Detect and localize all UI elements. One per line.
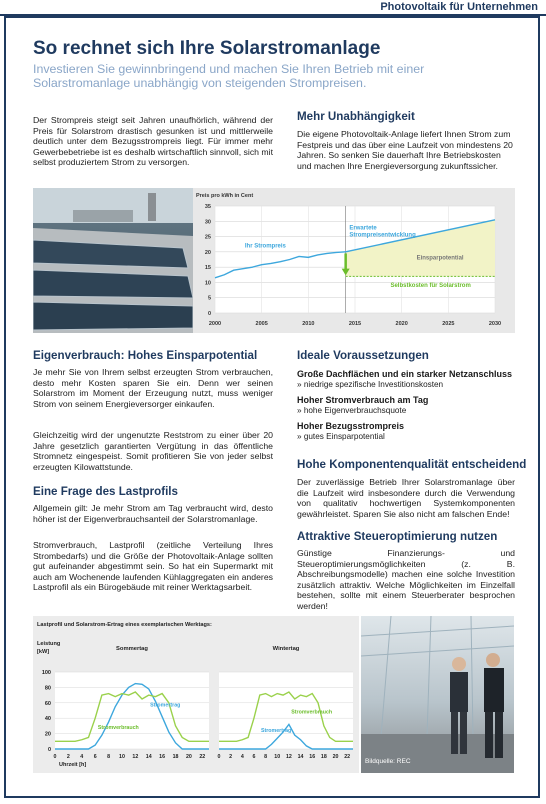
load-chart-title: Lastprofil und Solarstrom-Ertrag eines exemplarischen Werktags:	[37, 622, 212, 628]
load-xtick-label: 14	[297, 754, 304, 760]
load-xtick-label: 4	[240, 754, 244, 760]
label-consumption: Stromverbrauch	[97, 724, 139, 731]
load-xtick-label: 6	[93, 754, 97, 760]
people-graphic	[361, 616, 514, 773]
load-xtick-label: 10	[274, 754, 281, 760]
load-ytick-label: 0	[47, 747, 51, 753]
quality-heading: Hohe Komponentenqualität entscheidend	[297, 458, 527, 471]
ideal-heading: Ideale Voraussetzungen	[297, 349, 429, 362]
price-chart-xtick-label: 2015	[348, 321, 362, 327]
load-xtick-label: 2	[66, 754, 70, 760]
solar-panels-graphic	[33, 188, 193, 333]
price-chart-ytick-label: 10	[204, 280, 211, 287]
ideal-item-3-title: Hoher Bezugsstrompreis	[297, 421, 405, 431]
load-xtick-label: 6	[252, 754, 256, 760]
selfuse-heading: Eigenverbrauch: Hohes Einsparpotential	[33, 349, 258, 362]
load-ytick-label: 80	[44, 685, 51, 692]
price-chart-ylabel: Preis pro kWh in Cent	[196, 193, 254, 199]
load-xtick-label: 12	[285, 754, 292, 760]
price-chart-xtick-label: 2030	[488, 321, 502, 327]
label-yield: Stromertrag	[260, 728, 292, 735]
price-chart-ytick-label: 30	[204, 219, 211, 226]
price-chart-ytick-label: 5	[207, 295, 211, 302]
load-ytick-label: 60	[44, 700, 51, 707]
header-label: Photovoltaik für Unternehmen	[380, 1, 538, 13]
price-chart-ytick-label: 35	[204, 204, 211, 210]
load-chart-panel	[33, 616, 359, 773]
load-xtick-label: 22	[344, 754, 351, 760]
page-title: So rechnet sich Ihre Solarstromanlage	[33, 38, 381, 59]
load-xtick-label: 14	[145, 754, 152, 760]
quality-text: Der zuverlässige Betrieb Ihrer Solarstromanlage über die Laufzeit wird insbesondere durch die Verwendung von qualitativ hochwertigen Systemkomponenten gewährleistet. Sparen Sie also nicht am falschen Ende!	[297, 477, 515, 519]
load-xtick-label: 16	[159, 754, 166, 760]
label-price: Ihr Strompreis	[244, 243, 286, 250]
selfuse-text-2: Gleichzeitig wird der ungenutzte Reststrom zu einer über 20 Jahre gesetzlich garantierten Vergütung in das öffentliche Stromnetz eingespeist. Somit profitieren Sie von jeder selbst erzeugten Kilowattstunde.	[33, 430, 273, 472]
load-xtick-label: 12	[132, 754, 139, 760]
label-savings: Einsparpotential	[416, 255, 464, 262]
load-xtick-label: 10	[119, 754, 125, 760]
load-plot-bg	[219, 672, 353, 749]
load-xtick-label: 8	[264, 754, 268, 760]
load-xtick-label: 2	[229, 754, 233, 760]
price-chart	[193, 188, 515, 333]
load-xtick-label: 20	[332, 754, 339, 760]
price-chart-xtick-label: 2005	[255, 321, 268, 327]
loadprofile-text-2: Stromverbrauch, Lastprofil (zeitliche Verteilung Ihres Strombedarfs) und die Größe der Photovoltaik-Anlage sollten gut aufeinander abgestimmt sein. So hat ein Supermarkt mit auch am Wochenende laufenden Kühlaggregaten ein anderes Lastprofil als ein Bürogebäude mit reiner Werktagsarbeit.	[33, 540, 273, 593]
ideal-item-2-note: » hohe Eigenverbrauchsquote	[297, 406, 407, 415]
load-chart-ylabel-1: Leistung	[37, 641, 61, 647]
ideal-item-1-title: Große Dachflächen und ein starker Netzanschluss	[297, 369, 513, 379]
independence-text: Die eigene Photovoltaik-Anlage liefert Ihnen Strom zum Festpreis und das über eine Laufzeit von mindestens 20 Jahren. So senken Sie dauerhaft Ihre Betriebskosten und machen Ihre Energieversorgung zukunftssicher.	[297, 129, 513, 171]
load-plot-bg	[55, 672, 209, 749]
price-chart-ytick-label: 0	[207, 311, 211, 317]
label-solar-cost: Selbstkosten für Solarstrom	[390, 283, 471, 290]
load-xtick-label: 22	[199, 754, 206, 760]
ideal-item-1-note: » niedrige spezifische Investitionskosten	[297, 380, 444, 389]
load-ytick-label: 40	[44, 716, 51, 723]
load-xtick-label: 18	[320, 754, 327, 760]
load-chart-ylabel-2: [kW]	[37, 649, 50, 655]
load-xtick-label: 8	[107, 754, 111, 760]
load-xtick-label: 20	[185, 754, 192, 760]
tax-heading: Attraktive Steueroptimierung nutzen	[297, 530, 498, 543]
load-chart	[33, 616, 359, 773]
price-chart-ytick-label: 15	[204, 265, 211, 272]
photo-credit: Bildquelle: REC	[365, 758, 411, 765]
load-xtick-label: 0	[53, 754, 57, 760]
load-chart-xlabel: Uhrzeit [h]	[59, 762, 87, 768]
price-chart-xtick-label: 2010	[302, 321, 315, 327]
header-bar	[0, 0, 546, 16]
load-xtick-label: 4	[80, 754, 84, 760]
label-yield: Stromertrag	[150, 702, 181, 709]
load-xtick-label: 18	[172, 754, 179, 760]
price-chart-xtick-label: 2020	[395, 321, 408, 327]
load-xtick-label: 0	[217, 754, 221, 760]
tax-text: Günstige Finanzierungs- und Steueroptimierungsmöglichkeiten (z. B. Abschreibungsmodelle) machen eine solche Investition zusätzlich attraktiv. Welche Möglichkeiten im Einzelfall bestehen, sollte mit einem Steuerberater besprochen werden!	[297, 548, 515, 611]
price-chart-xtick-label: 2000	[208, 321, 222, 327]
price-chart-xtick-label: 2025	[442, 321, 455, 327]
solar-roof-photo	[33, 188, 193, 333]
load-ytick-label: 20	[44, 731, 51, 738]
load-panel-title: Sommertag	[116, 646, 148, 652]
page-subtitle: Investieren Sie gewinnbringend und machen Sie Ihren Betrieb mit einer Solarstromanlage unabhängig von steigenden Strompreisen.	[33, 62, 425, 90]
loadprofile-heading: Eine Frage des Lastprofils	[33, 485, 178, 498]
independence-heading: Mehr Unabhängigkeit	[297, 110, 415, 123]
label-consumption: Stromverbrauch	[291, 709, 333, 716]
label-expected-2: Strompreisentwicklung	[349, 232, 416, 239]
price-chart-ytick-label: 20	[204, 249, 211, 256]
intro-text: Der Strompreis steigt seit Jahren unaufhörlich, während der Preis für Solarstrom drastisch gesunken ist und mittlerweile deutlich unter dem Bezugsstrompreis liegt. Für immer mehr Gewerbebetriebe ist es deshalb wirtschaftlich sinnvoll, sich mit selbst produziertem Strom zu versorgen.	[33, 115, 273, 168]
business-people-photo	[361, 616, 514, 773]
price-chart-ytick-label: 25	[204, 234, 211, 241]
price-chart-panel	[193, 188, 515, 333]
loadprofile-text-1: Allgemein gilt: Je mehr Strom am Tag verbraucht wird, desto höher ist der Eigenverbrauchsanteil der Solarstromanlage.	[33, 503, 273, 524]
load-panel-title: Wintertag	[272, 646, 300, 652]
label-expected-1: Erwartete	[349, 225, 377, 232]
selfuse-text-1: Je mehr Sie von Ihrem selbst erzeugten Strom verbrauchen, desto mehr Kosten sparen Sie ein. Denn wer seinen Solarstrom im Moment der Erzeugung nutzt, muss weniger Strom von seinem Energieversorger einkaufen.	[33, 367, 273, 409]
ideal-item-2-title: Hoher Stromverbrauch am Tag	[297, 395, 429, 405]
load-xtick-label: 16	[309, 754, 316, 760]
ideal-item-3-note: » gutes Einsparpotential	[297, 432, 385, 441]
load-ytick-label: 100	[41, 670, 51, 676]
